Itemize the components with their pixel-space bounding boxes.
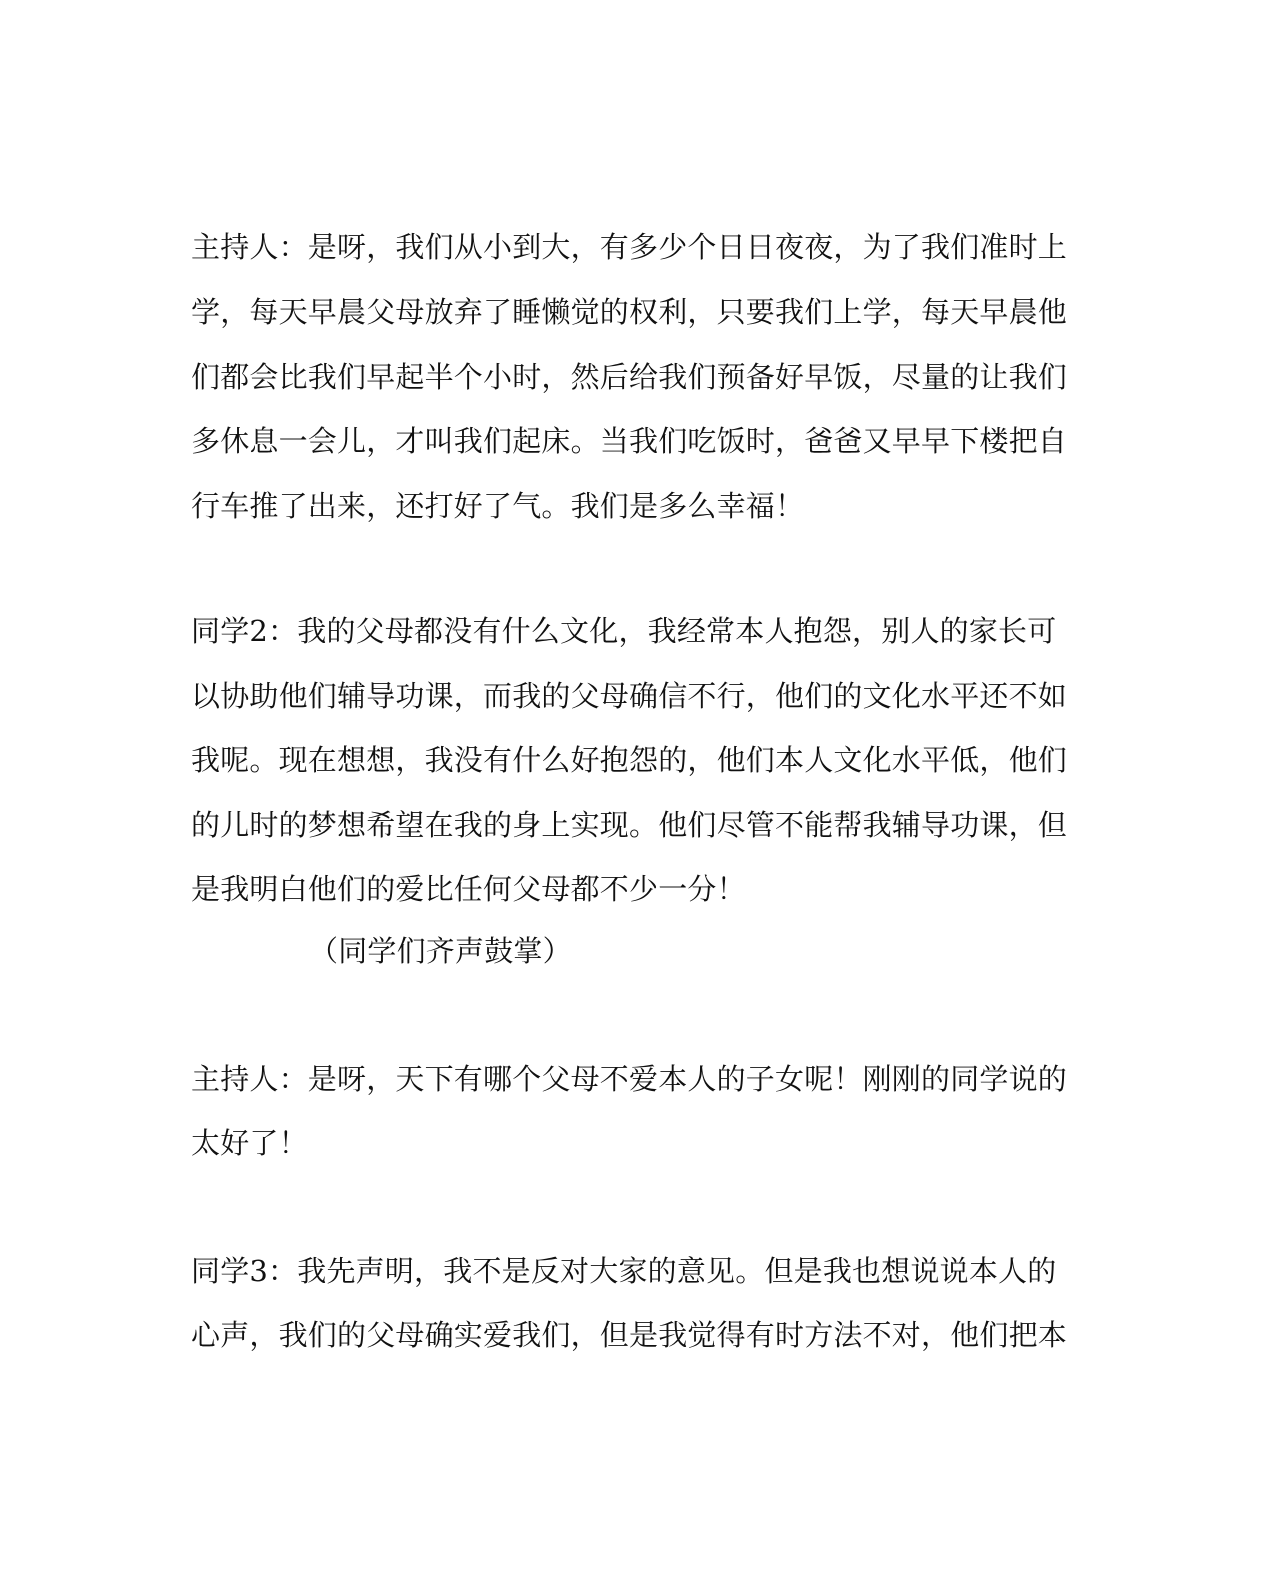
text-line: 主持人：是呀，天下有哪个父母不爱本人的子女呢！刚刚的同学说的 <box>191 1062 1068 1096</box>
text-line: 主持人：是呀，我们从小到大，有多少个日日夜夜，为了我们准时上 <box>191 230 1068 264</box>
text-line: 同学3：我先声明，我不是反对大家的意见。但是我也想说说本人的 <box>191 1254 1057 1288</box>
text-line: 我呢。现在想想，我没有什么好抱怨的，他们本人文化水平低，他们 <box>191 743 1068 777</box>
text-line: 学，每天早晨父母放弃了睡懒觉的权利，只要我们上学，每天早晨他 <box>191 295 1068 329</box>
text-line: 行车推了出来，还打好了气。我们是多么幸福！ <box>191 489 805 523</box>
text-line: 心声，我们的父母确实爱我们，但是我觉得有时方法不对，他们把本 <box>191 1318 1068 1352</box>
text-line: 是我明白他们的爱比任何父母都不少一分！ <box>191 872 746 906</box>
text-line: 以协助他们辅导功课，而我的父母确信不行，他们的文化水平还不如 <box>191 679 1068 713</box>
text-line: （同学们齐声鼓掌） <box>309 934 572 968</box>
text-line: 们都会比我们早起半个小时，然后给我们预备好早饭，尽量的让我们 <box>191 360 1068 394</box>
text-line: 的儿时的梦想希望在我的身上实现。他们尽管不能帮我辅导功课，但 <box>191 808 1068 842</box>
text-line: 多休息一会儿，才叫我们起床。当我们吃饭时，爸爸又早早下楼把自 <box>191 424 1068 458</box>
text-line: 太好了！ <box>191 1126 308 1160</box>
text-line: 同学2：我的父母都没有什么文化，我经常本人抱怨，别人的家长可 <box>191 614 1057 648</box>
